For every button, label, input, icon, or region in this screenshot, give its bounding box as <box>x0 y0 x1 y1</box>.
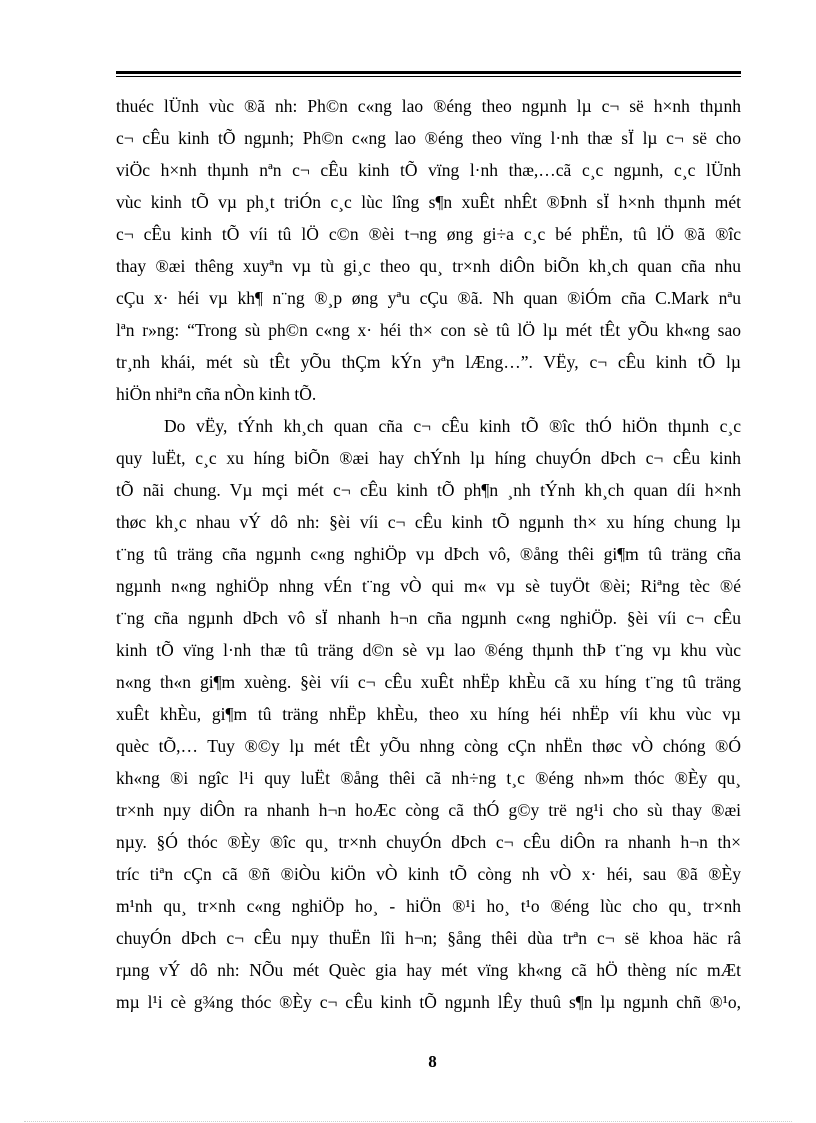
text-line: thøc kh¸c nhau vÝ dô nh: §èi víi c¬ cÊu kinh tÕ ngµnh th× xu híng chung lµ <box>116 512 741 532</box>
text-line: tríc tiªn cÇn cã ®ñ ®iÒu kiÖn vÒ kinh tÕ còng nh vÒ x· héi, sau ®ã ®Èy <box>116 864 741 884</box>
text-line: xuÊt khÈu, gi¶m tû träng nhËp khÈu, theo xu híng héi nhËp víi khu vùc vµ <box>116 704 741 724</box>
text-line: tr¸nh khái, mét sù tÊt yÕu thÇm kÝn yªn lÆng…”. VËy, c¬ cÊu kinh tÕ lµ <box>116 352 741 372</box>
text-line: cÇu x· héi vµ kh¶ n¨ng ®¸p øng yªu cÇu ®ã. Nh quan ®iÓm cña C.Mark nªu <box>116 288 741 308</box>
text-line: ngµnh n«ng nghiÖp nhng vÉn t¨ng vÒ qui m« vµ sè tuyÖt ®èi; Riªng tèc ®é <box>116 576 741 596</box>
text-line: thay ®æi thêng xuyªn vµ tù gi¸c theo qu¸ tr×nh diÔn biÕn kh¸ch quan cña nhu <box>116 256 741 276</box>
text-line: tÕ nãi chung. Vµ mçi mét c¬ cÊu kinh tÕ ph¶n ¸nh tÝnh kh¸ch quan díi h×nh <box>116 480 741 500</box>
text-line: t¨ng cña ngµnh dÞch vô sÏ nhanh h¬n cña ngµnh c«ng nghiÖp. §èi víi c¬ cÊu <box>116 608 741 628</box>
text-line: n«ng th«n gi¶m xuèng. §èi víi c¬ cÊu xuÊt nhËp khÈu cã xu híng t¨ng tû träng <box>116 672 741 692</box>
text-line: rµng vÝ dô nh: NÕu mét Quèc gia hay mét vïng kh«ng cã hÖ thèng níc mÆt <box>116 960 741 980</box>
text-line: nµy. §Ó thóc ®Èy ®îc qu¸ tr×nh chuyÓn dÞch c¬ cÊu diÔn ra nhanh h¬n th× <box>116 832 741 852</box>
text-line: lªn r»ng: “Trong sù ph©n c«ng x· héi th× con sè tû lÖ lµ mét tÊt yÕu kh«ng sao <box>116 320 741 340</box>
text-line: Do vËy, tÝnh kh¸ch quan cña c¬ cÊu kinh tÕ ®îc thÓ hiÖn thµnh c¸c <box>164 416 741 436</box>
text-line: chuyÓn dÞch c¬ cÊu nµy thuËn lîi h¬n; §ång thêi dùa trªn c¬ së khoa häc râ <box>116 928 741 948</box>
text-line: m¹nh qu¸ tr×nh c«ng nghiÖp ho¸ - hiÖn ®¹i ho¸ t¹o ®éng lùc cho qu¸ tr×nh <box>116 896 741 916</box>
text-line: c¬ cÊu kinh tÕ ngµnh; Ph©n c«ng lao ®éng theo vïng l·nh thæ sÏ lµ c¬ së cho <box>116 128 741 148</box>
text-line: thuéc lÜnh vùc ®ã nh: Ph©n c«ng lao ®éng theo ngµnh lµ c¬ së h×nh thµnh <box>116 96 741 116</box>
text-line: viÖc h×nh thµnh nªn c¬ cÊu kinh tÕ vïng l·nh thæ,…cã c¸c ngµnh, c¸c lÜnh <box>116 160 741 180</box>
page-number: 8 <box>428 1052 437 1071</box>
text-line: c¬ cÊu kinh tÕ víi tû lÖ c©n ®èi t¬ng øng gi÷a c¸c bé phËn, tû lÖ ®ã ®îc <box>116 224 741 244</box>
text-line: kinh tÕ vïng l·nh thæ tû träng d©n sè vµ lao ®éng thµnh thÞ t¨ng vµ khu vùc <box>116 640 741 660</box>
text-line: quèc tÕ,… Tuy ®©y lµ mét tÊt yÕu nhng còng cÇn nhËn thøc vÒ chóng ®Ó <box>116 736 741 756</box>
header-rule-thin <box>116 76 741 77</box>
text-line: t¨ng tû träng cña ngµnh c«ng nghiÖp vµ dÞch vô, ®ång thêi gi¶m tû träng cña <box>116 544 741 564</box>
text-line: vùc kinh tÕ vµ ph¸t triÓn c¸c lùc lîng s¶n xuÊt nhÊt ®Þnh sÏ h×nh thµnh mét <box>116 192 741 212</box>
text-line: hiÖn nhiªn cña nÒn kinh tÕ. <box>116 384 317 404</box>
body-text <box>116 90 741 1018</box>
text-line: tr×nh nµy diÔn ra nhanh h¬n hoÆc còng cã thÓ g©y trë ng¹i cho sù thay ®æi <box>116 800 741 820</box>
text-line: mµ l¹i cè g¾ng thóc ®Èy c¬ cÊu kinh tÕ ngµnh lÊy thuû s¶n lµ ngµnh chñ ®¹o, <box>116 992 741 1012</box>
text-line: quy luËt, c¸c xu híng biÕn ®æi hay chÝnh lµ híng chuyÓn dÞch c¬ cÊu kinh <box>116 448 741 468</box>
header-rule-thick <box>116 71 741 74</box>
page-bottom-border <box>24 1121 792 1122</box>
text-line: kh«ng ®i ngîc l¹i quy luËt ®ång thêi cã nh÷ng t¸c ®éng nh»m thóc ®Èy qu¸ <box>116 768 741 788</box>
